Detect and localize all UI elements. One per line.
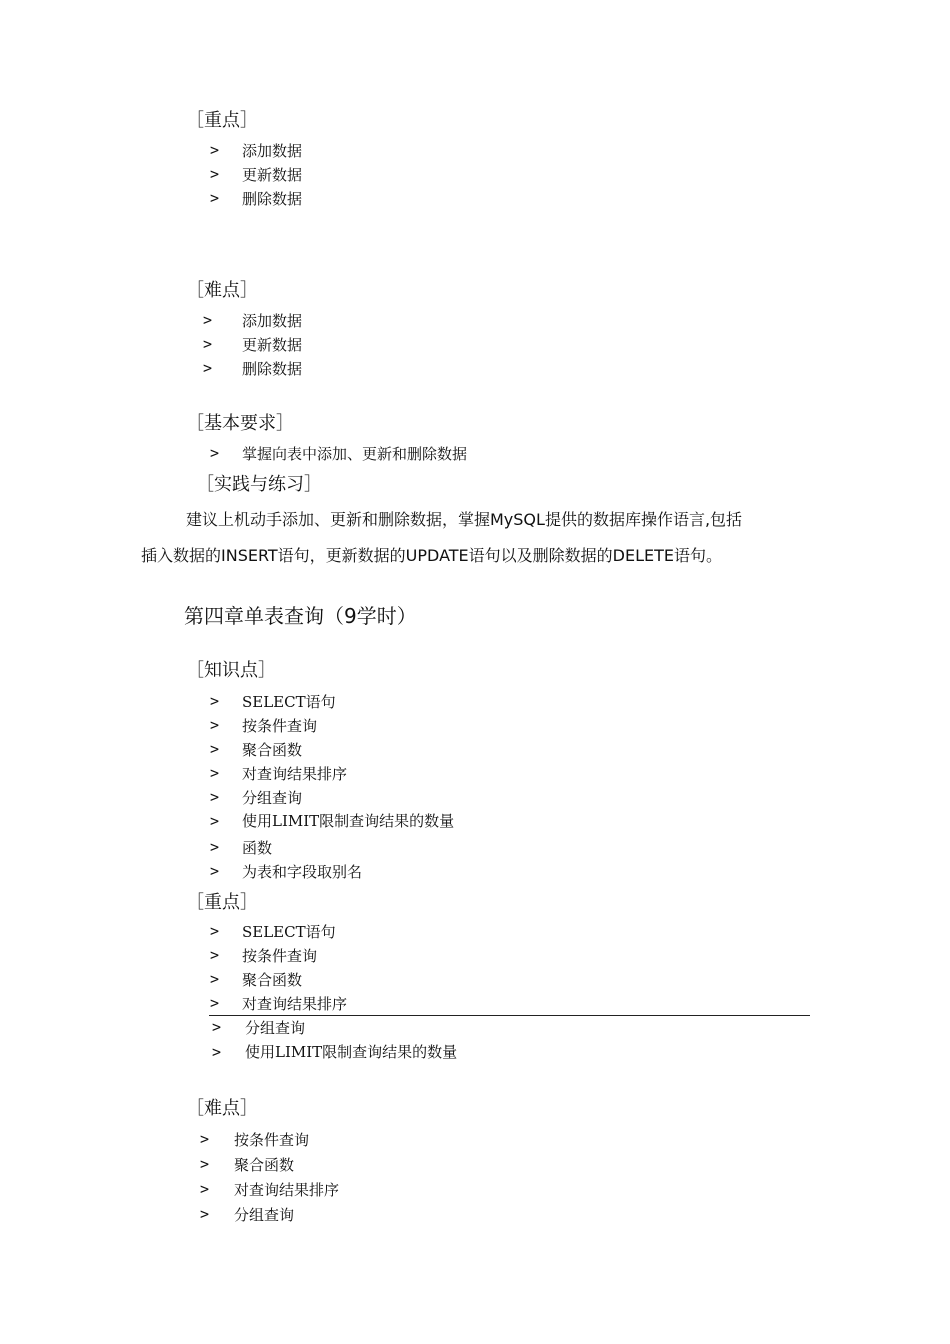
bullet-marker: > — [210, 764, 220, 782]
bullet-marker: > — [210, 922, 220, 940]
section-heading-knowledge-points: ［知识点］ — [186, 660, 276, 681]
list-item: 删除数据 — [242, 360, 303, 378]
bullet-marker: > — [210, 716, 220, 734]
list-item: 分组查询 — [245, 1019, 306, 1037]
section-heading-basic-requirements: ［基本要求］ — [186, 413, 294, 434]
bullet-marker: > — [210, 189, 220, 207]
bullet-marker: > — [210, 862, 220, 880]
list-item: 聚合函数 — [242, 741, 303, 759]
list-item: 更新数据 — [242, 336, 303, 354]
list-item: 更新数据 — [242, 166, 303, 184]
bullet-marker: > — [210, 994, 220, 1012]
list-item: SELECT语句 — [242, 693, 336, 711]
section-heading-key-points-ch4: ［重点］ — [186, 892, 258, 913]
bullet-marker: > — [200, 1155, 210, 1173]
list-item: 聚合函数 — [234, 1156, 295, 1174]
bullet-marker: > — [200, 1205, 210, 1223]
section-heading-difficulties-ch4: ［难点］ — [186, 1098, 258, 1119]
bullet-marker: > — [210, 788, 220, 806]
bullet-marker: > — [210, 946, 220, 964]
list-item: 对查询结果排序 — [242, 765, 348, 783]
bullet-marker: > — [212, 1018, 222, 1036]
bullet-marker: > — [203, 311, 213, 329]
section-heading-practice: ［实践与练习］ — [196, 474, 322, 495]
bullet-marker: > — [210, 692, 220, 710]
list-item: 使用LIMIT限制查询结果的数量 — [245, 1043, 458, 1061]
list-item: 删除数据 — [242, 190, 303, 208]
bullet-marker: > — [210, 740, 220, 758]
bullet-marker: > — [210, 444, 220, 462]
bullet-marker: > — [200, 1130, 210, 1148]
list-item: 分组查询 — [234, 1206, 295, 1224]
list-item: SELECT语句 — [242, 923, 336, 941]
section-heading-key-points: ［重点］ — [186, 110, 258, 131]
bullet-marker: > — [210, 970, 220, 988]
list-item: 使用LIMIT限制查询结果的数量 — [242, 812, 455, 830]
bullet-marker: > — [210, 812, 220, 830]
chapter-title: 第四章单表查询（9学时） — [184, 604, 417, 628]
bullet-marker: > — [203, 359, 213, 377]
list-item: 聚合函数 — [242, 971, 303, 989]
section-heading-difficulties: ［难点］ — [186, 280, 258, 301]
list-item: 按条件查询 — [242, 717, 318, 735]
list-item: 添加数据 — [242, 142, 303, 160]
bullet-marker: > — [212, 1043, 222, 1061]
list-item: 按条件查询 — [242, 947, 318, 965]
list-item: 为表和字段取别名 — [242, 863, 363, 881]
list-item: 掌握向表中添加、更新和删除数据 — [242, 445, 468, 463]
bullet-marker: > — [210, 165, 220, 183]
practice-paragraph-line-2: 插入数据的INSERT语句，更新数据的UPDATE语句以及删除数据的DELETE语句。 — [141, 546, 723, 565]
practice-paragraph-line-1: 建议上机动手添加、更新和删除数据，掌握MySQL提供的数据库操作语言,包括 — [186, 510, 743, 529]
bullet-marker: > — [210, 141, 220, 159]
list-item: 对查询结果排序 — [234, 1181, 340, 1199]
horizontal-rule — [209, 1015, 810, 1016]
list-item: 分组查询 — [242, 789, 303, 807]
list-item: 函数 — [242, 839, 273, 857]
list-item: 按条件查询 — [234, 1131, 310, 1149]
bullet-marker: > — [210, 838, 220, 856]
list-item: 对查询结果排序 — [242, 995, 348, 1013]
bullet-marker: > — [203, 335, 213, 353]
bullet-marker: > — [200, 1180, 210, 1198]
list-item: 添加数据 — [242, 312, 303, 330]
